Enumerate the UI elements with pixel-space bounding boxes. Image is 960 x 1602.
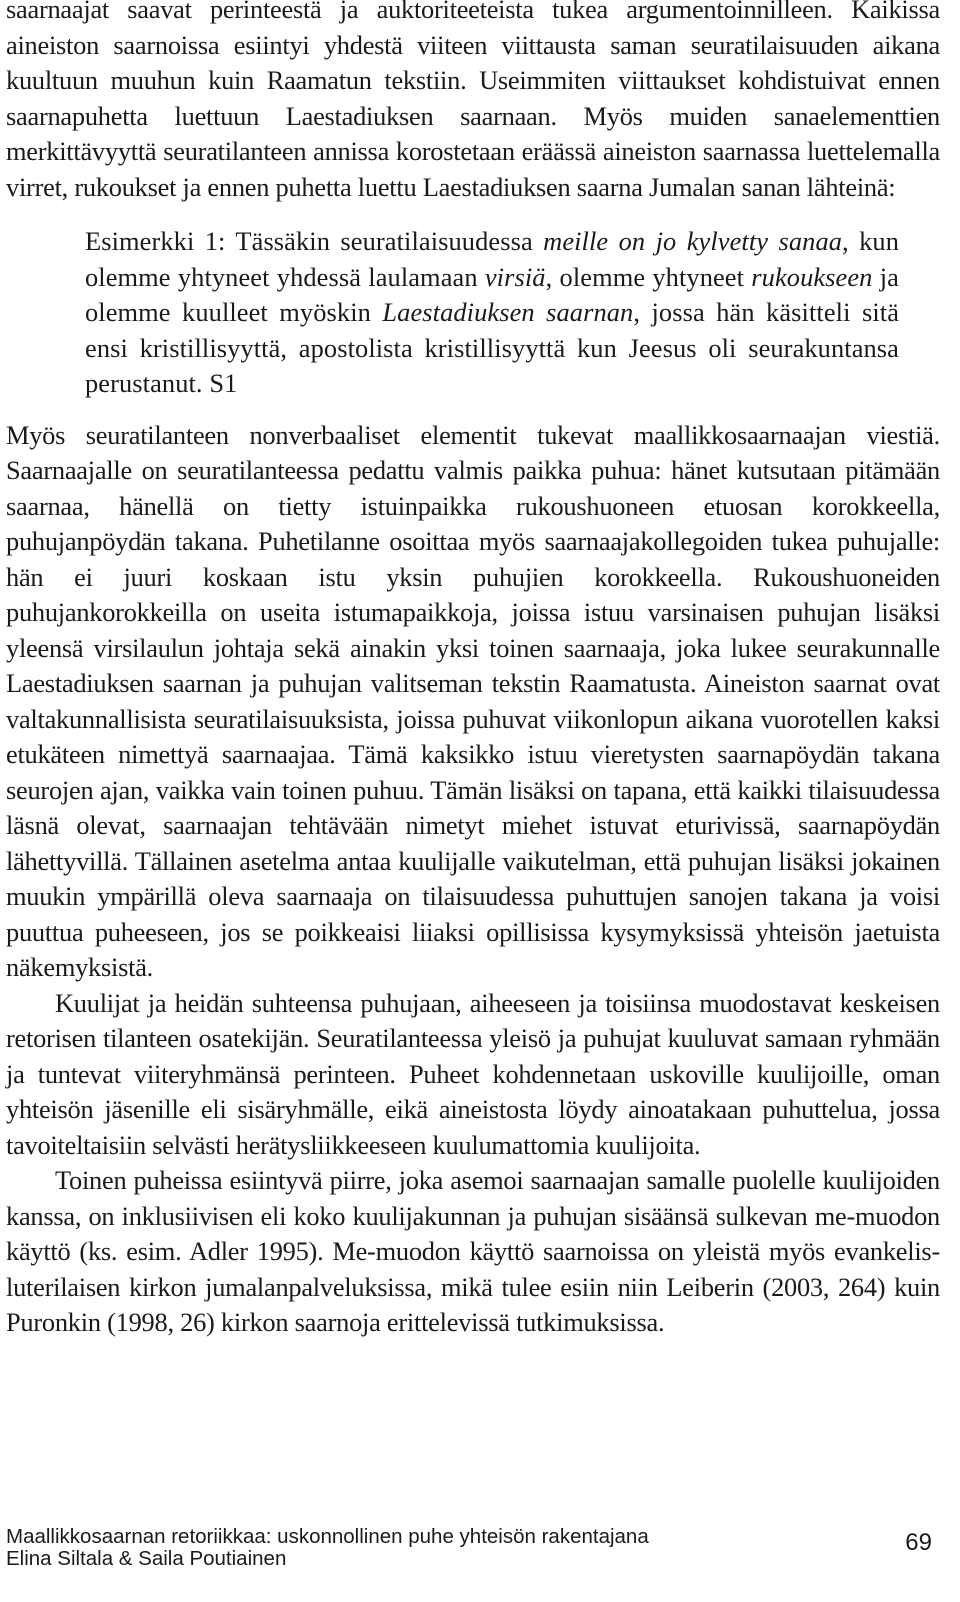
quote-text: Esimerkki 1: Tässäkin seuratilaisuudessa (85, 226, 544, 256)
footer-title: Maallikkosaarnan retoriikkaa: uskonnollinen puhe yhteisön rakentajana (6, 1525, 649, 1548)
paragraph-2: Myös seuratilanteen nonverbaaliset elementit tukevat maallikkosaarnaajan viestiä. Saarnaajalle on seuratilanteessa pedattu valmis paikka puhua: hänet kutsutaan pitämään saarnaa, hänellä on tietty istuinpaikka rukoushuoneen etuosan korokkeella, puhujanpöydän takana. Puhetilanne osoittaa myös saarnaajakollegoiden tukea puhujalle: hän ei juuri koskaan istu yksin puhujien korokkeella. Rukoushuoneiden puhujankorokkeilla on useita istumapaikkoja, joissa istuu varsinaisen puhujan lisäksi yleensä virsilaulun johtaja sekä ainakin yksi toinen saarnaaja, joka lukee seurakunnalle Laestadiuksen saarnan ja puhujan valitseman tekstin Raamatusta. Aineiston saarnat ovat valtakunnallisista seuratilaisuuksista, joissa puhuvat viikonlopun aikana vuorotellen kaksi etukäteen nimettyä saarnaajaa. Tämä kaksikko istuu vieretysten saarnapöydän takana seurojen ajan, vaikka vain toinen puhuu. Tämän lisäksi on tapana, että kaikki tilaisuudessa läsnä olevat, saarnaajan tehtävään nimetyt miehet istuvat eturivissä, saarnapöydän lähettyvillä. Tällainen asetelma antaa kuulijalle vaikutelman, että puhujan lisäksi jokainen muukin ympärillä oleva saarnaaja on tilaisuudessa puhuttujen sanojen takana ja voisi puuttua puheeseen, jos se poikkeaisi liiaksi opillisissa kysymyksissä yhteisön jaetuista näkemyksistä. (6, 419, 940, 982)
quote-emphasis: rukoukseen (751, 261, 873, 292)
page-body (6, 0, 940, 1341)
quote-text: ja olemme kuulleet myöskin (85, 261, 899, 327)
page-footer (6, 1526, 936, 1570)
footer-authors: Elina Siltala & Saila Poutiainen (6, 1547, 287, 1570)
page-number: 69 (905, 1529, 932, 1556)
paragraph-3: Kuulijat ja heidän suhteensa puhujaan, aiheeseen ja toisiinsa muodostavat keskeisen retorisen tilanteen osatekijän. Seuratilanteessa yleisö ja puhujat kuuluvat samaan ryhmään ja tuntevat viiteryhmänsä perinteen. Puheet kohdennetaan uskoville kuulijoille, oman yhteisön jäsenille eli sisäryhmälle, eikä aineistosta löydy ainoatakaan puhuttelua, jossa tavoiteltaisiin selvästi herätysliikkeeseen kuulumattomia kuulijoita. (6, 987, 940, 1160)
paragraph-4: Toinen puheissa esiintyvä piirre, joka asemoi saarnaajan samalle puolelle kuulijoiden kanssa, on inklusiivisen eli koko kuulijakunnan ja puhujan sisäänsä sulkevan me-muodon käyttö (ks. esim. Adler 1995). Me-muodon käyttö saarnoissa on yleistä myös evankelis-luterilaisen kirkon jumalanpalveluksissa, mikä tulee esiin niin Leiberin (2003, 264) kuin Puronkin (1998, 26) kirkon saarnoja erittelevissä tutkimuksissa. (6, 1165, 940, 1337)
paragraph-1: saarnaajat saavat perinteestä ja auktoriteeteista tukea argumentoinnilleen. Kaikissa aineiston saarnoissa esiintyi yhdestä viiteen viittausta saman seuratilaisuuden aikana kuultuun muuhun kuin Raamatun tekstiin. Useimmiten viittaukset kohdistuivat ennen saarnapuhetta luettuun Laestadiuksen saarnaan. Myös muiden sanaelementtien merkittävyyttä seuratilanteen annissa korostetaan eräässä aineiston saarnassa luettelemalla virret, rukoukset ja ennen puhetta luettu Laestadiuksen saarna Jumalan sanan lähteinä: (6, 0, 940, 202)
quote-emphasis: virsiä (484, 261, 546, 292)
quote-text: , jossa hän käsitteli sitä ensi kristillisyyttä, apostolista kristillisyyttä kun Jeesus oli seurakuntansa perustanut. S1 (85, 297, 900, 398)
block-quote-example-1 (85, 224, 899, 402)
quote-emphasis: meille on jo kylvetty sanaa (543, 226, 843, 256)
quote-emphasis: Laestadiuksen saarnan (382, 297, 634, 327)
quote-text: , olemme yhtyneet (545, 261, 752, 292)
quote-text: , kun olemme yhtyneet yhdessä laulamaan (85, 226, 900, 292)
